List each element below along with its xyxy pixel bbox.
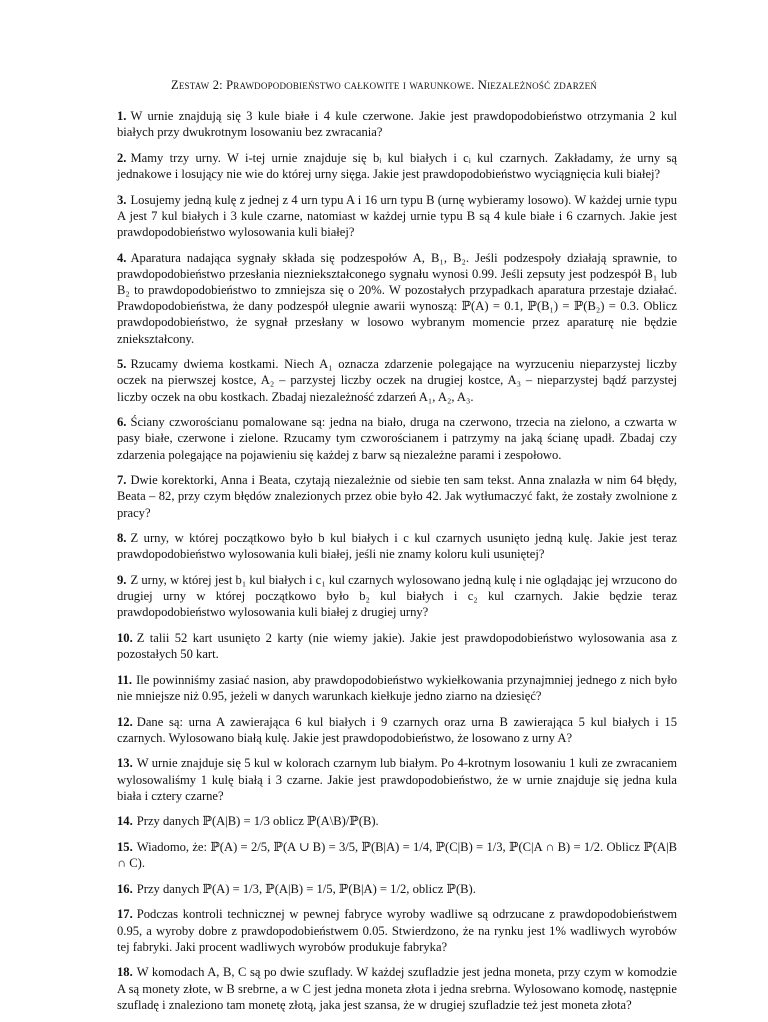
problem-number: 11.	[117, 672, 133, 687]
problem-1	[117, 108, 677, 140]
problem-number: 17.	[117, 907, 133, 922]
problem-text: Rzucamy dwiema kostkami. Niech A₁ oznacza zdarzenie polegające na wyrzuceniu nieparzystej liczby oczek na pierwszej kostce, A₂ – parzystej liczby oczek na drugiej kostce, A₃ – nieparzystej bądź parzystej liczby oczek na obu kostkach. Zbadaj niezależność zdarzeń A₁, A₂, A₃.	[117, 357, 677, 404]
problem-number: 10.	[117, 631, 133, 645]
problem-12	[117, 714, 677, 746]
problem-14	[117, 813, 677, 829]
problem-15	[117, 839, 677, 871]
problem-text: Podczas kontroli technicznej w pewnej fabryce wyroby wadliwe są odrzucane z prawdopodobieństwem 0.95, a wyroby dobre z prawdopodobieństwem 0.05. Stwierdzono, że na rynku jest 1% wadliwych wyrobów tej fabryki. Jaki procent wadliwych wyrobów produkuje fabryka?	[117, 907, 677, 954]
problem-number: 14.	[117, 814, 133, 829]
problem-text: Dwie korektorki, Anna i Beata, czytają niezależnie od siebie ten sam tekst. Anna znalazła w nim 64 błędy, Beata – 82, przy czym błędów znalezionych przez obie było 42. Jak wytłumaczyć fakt, że zostały zwolnione z pracy?	[117, 473, 677, 520]
problem-7	[117, 472, 677, 521]
problem-text: W komodach A, B, C są po dwie szuflady. W każdej szufladzie jest jedna moneta, przy czym w komodzie A są monety złote, w B srebrne, a w C jest jedna moneta złota i jedna srebrna. Wylosowano komodę, następnie szufladę i znaleziono tam monetę złotą, jaka jest szansa, że w drugiej szufladzie też jest moneta złota?	[117, 965, 677, 1012]
problem-13	[117, 755, 677, 804]
problem-number: 6.	[117, 415, 127, 430]
problem-number: 15.	[117, 839, 133, 854]
problem-text: Ile powinniśmy zasiać nasion, aby prawdopodobieństwo wykiełkowania przynajmniej jednego z nich było nie mniejsze niż 0.95, jeżeli w danych warunkach kiełkuje jedno ziarno na dziesięć?	[117, 672, 677, 703]
problem-10	[117, 630, 677, 662]
problem-number: 9.	[117, 573, 127, 587]
problem-number: 1.	[117, 109, 127, 123]
problem-3	[117, 192, 677, 241]
problem-text: Z urny, w której początkowo było b kul białych i c kul czarnych usunięto jedną kulę. Jakie jest teraz prawdopodobieństwo wylosowania kuli białej, jeśli nie znamy koloru kuli usuniętej?	[117, 531, 677, 562]
problem-text: Mamy trzy urny. W i-tej urnie znajduje się bᵢ kul białych i cᵢ kul czarnych. Zakładamy, że urny są jednakowe i losujący nie wie do której urny sięga. Jakie jest prawdopodobieństwo wyciągnięcia kuli białej?	[117, 150, 677, 181]
problem-6	[117, 414, 677, 463]
problem-number: 3.	[117, 192, 127, 207]
problem-number: 18.	[117, 965, 133, 980]
problem-text: Aparatura nadająca sygnały składa się podzespołów A, B₁, B₂. Jeśli podzespoły działają sprawnie, to prawdopodobieństwo przesłania niezniekształconego sygnału wynosi 0.99. Jeśli zepsuty jest podzespół B₁ lub B₂ to prawdopodobieństwo to zmniejsza się o 20%. W pozostałych przypadkach aparatura przestaje działać. Prawdopodobieństwa, że dany podzespół ulegnie awarii wynoszą: ℙ(A) = 0.1, ℙ(B₁) = ℙ(B₂) = 0.3. Oblicz prawdopodobieństwo, że sygnał przesłany w losowo wybranym momencie przez aparaturę nie będzie zniekształcony.	[117, 250, 677, 346]
problem-11	[117, 672, 677, 704]
problem-4	[117, 250, 677, 347]
problem-text: Przy danych ℙ(A|B) = 1/3 oblicz ℙ(A\B)/ℙ(B).	[136, 814, 379, 829]
problem-text: W urnie znajduje się 5 kul w kolorach czarnym lub białym. Po 4-krotnym losowaniu 1 kuli ze zwracaniem wylosowaliśmy 1 kulę białą i 3 czarne. Jakie jest prawdopodobieństwo, że w urnie znajduje się jedna kula biała i cztery czarne?	[117, 756, 677, 803]
page-title: Zestaw 2: Prawdopodobieństwo całkowite i warunkowe. Niezależność zdarzeń	[170, 78, 598, 92]
problem-text: Dane są: urna A zawierająca 6 kul białych i 9 czarnych oraz urna B zawierająca 5 kul białych i 15 czarnych. Wylosowano białą kulę. Jakie jest prawdopodobieństwo, że losowano z urny A?	[117, 714, 677, 745]
problem-number: 16.	[117, 881, 133, 896]
problem-text: Wiadomo, że: ℙ(A) = 2/5, ℙ(A ∪ B) = 3/5, ℙ(B|A) = 1/4, ℙ(C|B) = 1/3, ℙ(C|A ∩ B) = 1/2. Oblicz ℙ(A|B ∩ C).	[117, 839, 677, 871]
problem-text: W urnie znajdują się 3 kule białe i 4 kule czerwone. Jakie jest prawdopodobieństwo otrzymania 2 kul białych przy dwukrotnym losowaniu bez zwracania?	[117, 109, 677, 140]
problem-5	[117, 356, 677, 405]
problem-9	[117, 572, 677, 621]
problem-18	[117, 964, 677, 1013]
problem-text: Losujemy jedną kulę z jednej z 4 urn typu A i 16 urn typu B (urnę wybieramy losowo). W każdej urnie typu A jest 7 kul białych i 3 kule czarne, natomiast w każdej urnie typu B są 4 kule białe i 6 czarnych. Jakie jest prawdopodobieństwo wylosowania kuli białej?	[117, 192, 677, 239]
problem-number: 12.	[117, 714, 133, 729]
problem-text: Ściany czworościanu pomalowane są: jedna na biało, druga na czerwono, trzecia na zielono, a czwarta w pasy białe, czerwone i zielone. Rzucamy tym czworościanem i patrzymy na jaką ścianę upadł. Zbadaj czy zdarzenia polegające na pojawieniu się każdej z barw są niezależne parami i zespołowo.	[117, 415, 677, 462]
problem-number: 8.	[117, 531, 127, 546]
problem-17	[117, 906, 677, 955]
problem-number: 7.	[117, 473, 127, 488]
problem-number: 13.	[117, 756, 133, 771]
problem-text: Z urny, w której jest b₁ kul białych i c₁ kul czarnych wylosowano jedną kulę i nie oglądając jej wrzucono do drugiej urny w której początkowo było b₂ kul białych i c₂ kul czarnych. Jakie będzie teraz prawdopodobieństwo wylosowania kuli białej z drugiej urny?	[117, 573, 677, 620]
problem-list	[117, 108, 677, 1022]
problem-8	[117, 530, 677, 562]
problem-number: 4.	[117, 250, 127, 265]
problem-number: 5.	[117, 357, 127, 372]
problem-16	[117, 881, 677, 897]
problem-number: 2.	[117, 150, 127, 165]
problem-text: Z talii 52 kart usunięto 2 karty (nie wiemy jakie). Jakie jest prawdopodobieństwo wylosowania asa z pozostałych 50 kart.	[117, 631, 677, 662]
problem-2	[117, 150, 677, 182]
problem-text: Przy danych ℙ(A) = 1/3, ℙ(A|B) = 1/5, ℙ(B|A) = 1/2, oblicz ℙ(B).	[136, 881, 476, 896]
